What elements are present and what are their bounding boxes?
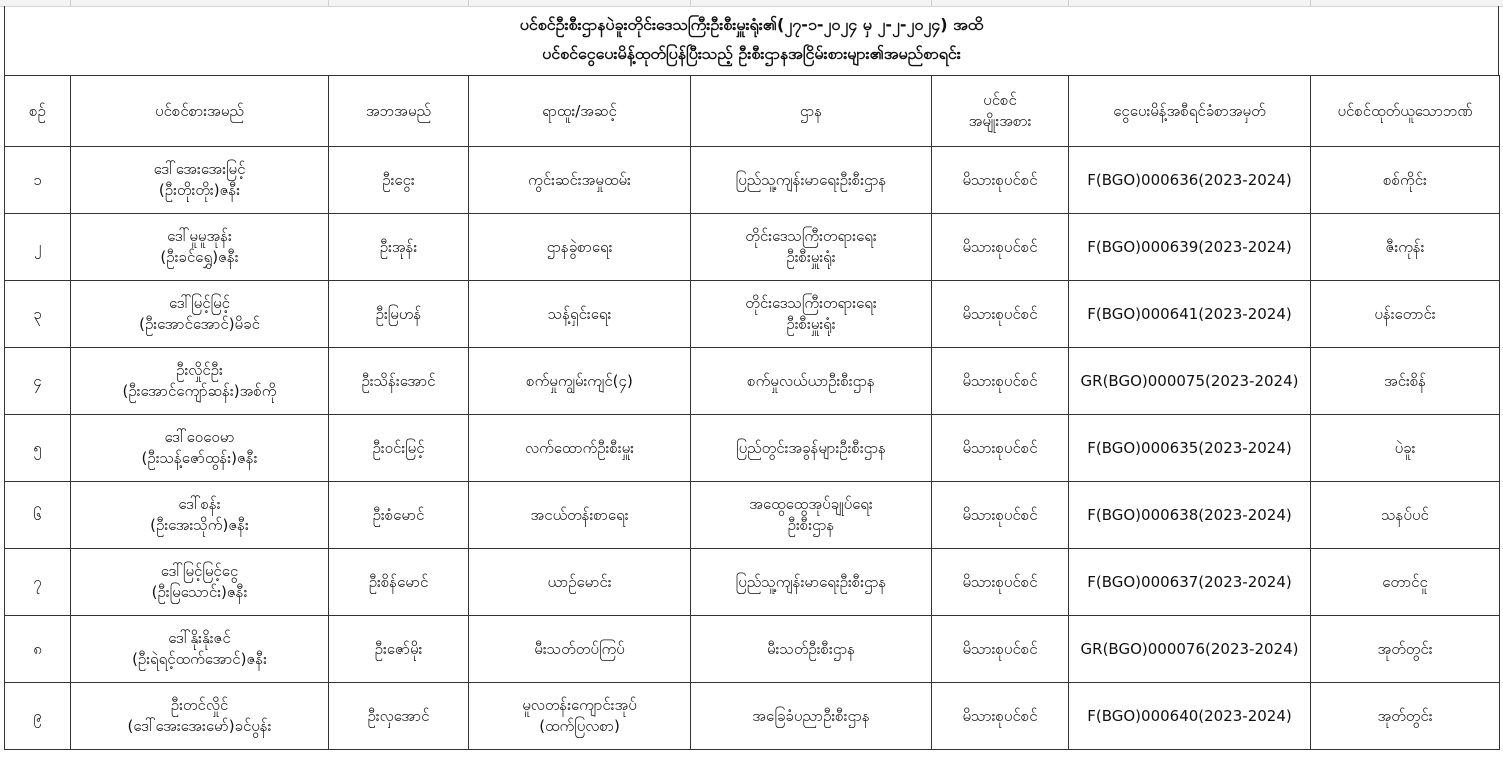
header-row [5,76,1500,147]
cell-ref[interactable]: F(BGO)000636(2023-2024) [1069,147,1311,214]
cell-type[interactable]: မိသားစုပင်စင် [932,683,1069,750]
cell-dept[interactable]: စက်မှုလယ်ယာဦးစီးဌာန [691,348,932,415]
table-row [5,549,1500,616]
cell-name[interactable]: ဦးတင်လှိုင် (ဒေါ်အေးအေးမော်)ခင်ပွန်း [71,683,329,750]
cell-type[interactable]: မိသားစုပင်စင် [932,415,1069,482]
cell-father[interactable]: ဦးအုန်း [329,214,469,281]
table-row [5,348,1500,415]
cell-father[interactable]: ဦးစံမောင် [329,482,469,549]
cell-ref[interactable]: GR(BGO)000076(2023-2024) [1069,616,1311,683]
cell-type[interactable]: မိသားစုပင်စင် [932,214,1069,281]
cell-bank[interactable]: အုတ်တွင်း [1311,683,1500,750]
title-block[interactable] [4,6,1499,75]
header-cell-name[interactable]: ပင်စင်စားအမည် [71,76,329,147]
header-cell-ref[interactable]: ငွေပေးမိန့်အစီရင်ခံစာအမှတ် [1069,76,1311,147]
cell-dept[interactable]: မီးသတ်ဦးစီးဌာန [691,616,932,683]
header-cell-dept[interactable]: ဌာန [691,76,932,147]
table-row [5,214,1500,281]
cell-ref[interactable]: F(BGO)000637(2023-2024) [1069,549,1311,616]
cell-name[interactable]: ဒေါ်မူမူအုန်း (ဦးခင်ရွှေ)ဇနီး [71,214,329,281]
cell-rank[interactable]: စက်မှုကျွမ်းကျင်(၄) [469,348,691,415]
table-row [5,415,1500,482]
cell-name[interactable]: ဒေါ်အေးအေးမြင့် (ဦးတိုးတိုး)ဇနီး [71,147,329,214]
cell-dept[interactable]: အထွေထွေအုပ်ချုပ်ရေး ဦးစီးဌာန [691,482,932,549]
header-cell-type[interactable]: ပင်စင် အမျိုးအစား [932,76,1069,147]
cell-bank[interactable]: အင်းစိန် [1311,348,1500,415]
cell-father[interactable]: ဦးဝင်းမြင့် [329,415,469,482]
title-line-1: ပင်စင်ဦးစီးဌာနပဲခူးတိုင်းဒေသကြီးဦးစီးမှူးရုံး၏(၂၇-၁-၂၀၂၄ မှ ၂-၂-၂၀၂၄) အထိ [519,15,984,34]
cell-bank[interactable]: ဇီးကုန်း [1311,214,1500,281]
cell-no[interactable]: ၈ [5,616,71,683]
cell-dept[interactable]: အခြေခံပညာဦးစီးဌာန [691,683,932,750]
cell-type[interactable]: မိသားစုပင်စင် [932,616,1069,683]
cell-ref[interactable]: F(BGO)000639(2023-2024) [1069,214,1311,281]
cell-dept[interactable]: တိုင်းဒေသကြီးတရားရေး ဦးစီးမှူးရုံး [691,214,932,281]
table-row [5,683,1500,750]
cell-father[interactable]: ဦးစိန်မောင် [329,549,469,616]
cell-name[interactable]: ဒေါ်မြင့်မြင့် (ဦးအောင်အောင်)မိခင် [71,281,329,348]
cell-bank[interactable]: တောင်ငူ [1311,549,1500,616]
header-cell-no[interactable]: စဉ် [5,76,71,147]
cell-dept[interactable]: ပြည်သူ့ကျန်းမာရေးဦးစီးဌာန [691,549,932,616]
cell-bank[interactable]: ပန်းတောင်း [1311,281,1500,348]
cell-ref[interactable]: GR(BGO)000075(2023-2024) [1069,348,1311,415]
cell-ref[interactable]: F(BGO)000635(2023-2024) [1069,415,1311,482]
spreadsheet [4,6,1499,756]
cell-name[interactable]: ဒေါ်မြင့်မြင့်ငွေ (ဦးမြသောင်း)ဇနီး [71,549,329,616]
cell-no[interactable]: ၉ [5,683,71,750]
cell-type[interactable]: မိသားစုပင်စင် [932,147,1069,214]
cell-ref[interactable]: F(BGO)000641(2023-2024) [1069,281,1311,348]
pension-table [4,75,1500,750]
cell-dept[interactable]: တိုင်းဒေသကြီးတရားရေး ဦးစီးမှူးရုံး [691,281,932,348]
cell-rank[interactable]: မူလတန်းကျောင်းအုပ် (ထက်ပြလစာ) [469,683,691,750]
table-row [5,147,1500,214]
cell-father[interactable]: ဦးသိန်းအောင် [329,348,469,415]
table-row [5,616,1500,683]
cell-ref[interactable]: F(BGO)000638(2023-2024) [1069,482,1311,549]
cell-no[interactable]: ၄ [5,348,71,415]
cell-type[interactable]: မိသားစုပင်စင် [932,348,1069,415]
cell-no[interactable]: ၆ [5,482,71,549]
cell-bank[interactable]: ပဲခူး [1311,415,1500,482]
cell-bank[interactable]: အုတ်တွင်း [1311,616,1500,683]
cell-rank[interactable]: လက်ထောက်ဦးစီးမှူး [469,415,691,482]
cell-rank[interactable]: သန့်ရှင်းရေး [469,281,691,348]
cell-no[interactable]: ၅ [5,415,71,482]
header-cell-rank[interactable]: ရာထူး/အဆင့် [469,76,691,147]
cell-name[interactable]: ဒေါ်ဝေဝေမာ (ဦးသန့်ဇော်ထွန်း)ဇနီး [71,415,329,482]
cell-type[interactable]: မိသားစုပင်စင် [932,549,1069,616]
cell-father[interactable]: ဦးဇော်မိုး [329,616,469,683]
cell-rank[interactable]: ဌာနခွဲစာရေး [469,214,691,281]
header-cell-father[interactable]: အဘအမည် [329,76,469,147]
title-line-2: ပင်စင်ငွေပေးမိန့်ထုတ်ပြန်ပြီးသည့် ဦးစီးဌာနအငြိမ်းစားများ၏အမည်စာရင်း [542,44,961,63]
cell-no[interactable]: ၂ [5,214,71,281]
cell-rank[interactable]: မီးသတ်တပ်ကြပ် [469,616,691,683]
cell-father[interactable]: ဦးငွေး [329,147,469,214]
cell-type[interactable]: မိသားစုပင်စင် [932,281,1069,348]
cell-bank[interactable]: စစ်ကိုင်း [1311,147,1500,214]
cell-dept[interactable]: ပြည်သူ့ကျန်းမာရေးဦးစီးဌာန [691,147,932,214]
cell-no[interactable]: ၃ [5,281,71,348]
cell-name[interactable]: ဦးလှိုင်ဦး (ဦးအောင်ကျော်ဆန်း)အစ်ကို [71,348,329,415]
cell-rank[interactable]: အငယ်တန်းစာရေး [469,482,691,549]
cell-ref[interactable]: F(BGO)000640(2023-2024) [1069,683,1311,750]
cell-rank[interactable]: ယာဉ်မောင်း [469,549,691,616]
cell-dept[interactable]: ပြည်တွင်းအခွန်များဦးစီးဌာန [691,415,932,482]
cell-rank[interactable]: ကွင်းဆင်းအမှုထမ်း [469,147,691,214]
cell-type[interactable]: မိသားစုပင်စင် [932,482,1069,549]
table-row [5,281,1500,348]
header-cell-bank[interactable]: ပင်စင်ထုတ်ယူသောဘဏ် [1311,76,1500,147]
cell-father[interactable]: ဦးမြဟန် [329,281,469,348]
cell-no[interactable]: ၁ [5,147,71,214]
cell-name[interactable]: ဒေါ်နိုးနိုးဇင် (ဦးရဲရင့်ထက်အောင်)ဇနီး [71,616,329,683]
cell-name[interactable]: ဒေါ်စန်း (ဦးအေးသိုက်)ဇနီး [71,482,329,549]
cell-bank[interactable]: သနပ်ပင် [1311,482,1500,549]
cell-no[interactable]: ၇ [5,549,71,616]
table-row [5,482,1500,549]
cell-father[interactable]: ဦးလှအောင် [329,683,469,750]
